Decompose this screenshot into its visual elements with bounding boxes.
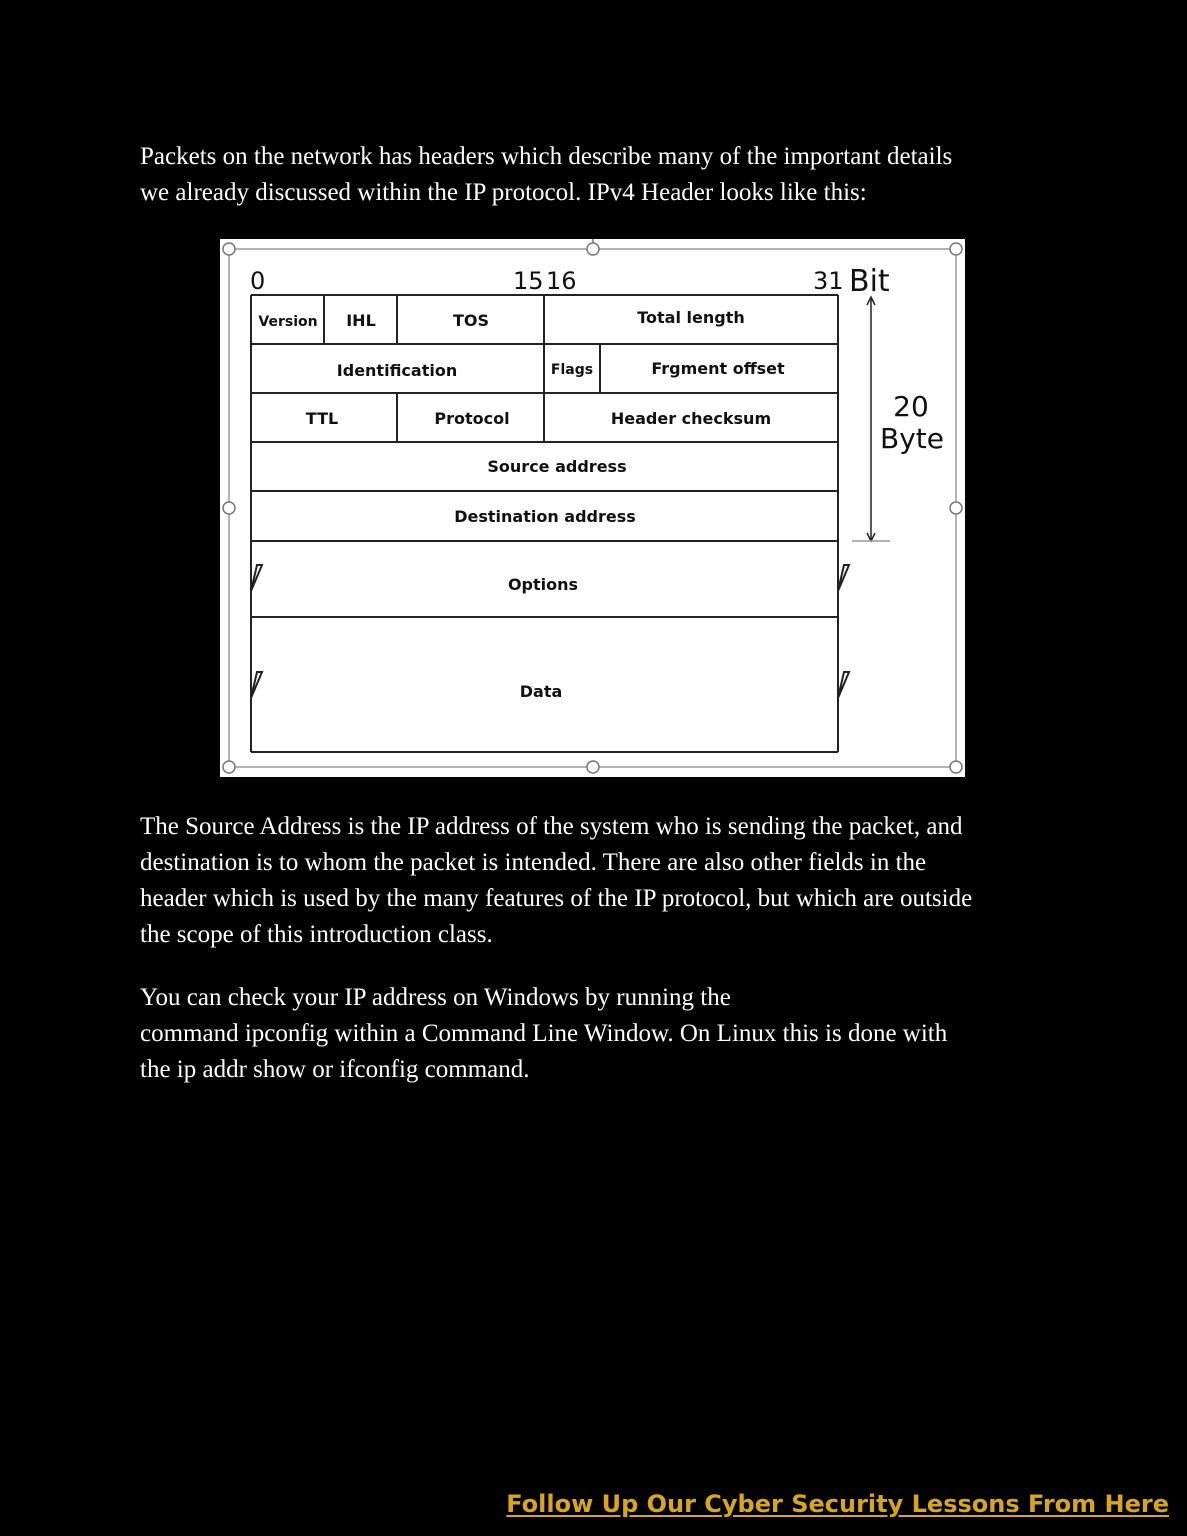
bit-label-start: 0 — [250, 267, 266, 295]
size-value: 20 — [893, 390, 929, 423]
field-fragment-offset: Frgment offset — [651, 359, 785, 378]
resize-handle[interactable] — [587, 243, 599, 255]
bit-label-16: 16 — [546, 267, 577, 295]
field-total-length: Total length — [637, 308, 745, 327]
size-unit: Byte — [880, 422, 944, 455]
resize-handle[interactable] — [223, 761, 235, 773]
text-line: You can check your IP address on Windows by running the — [140, 984, 731, 1011]
check-ip-paragraph — [140, 980, 1060, 1088]
text-line: we already discussed within the IP protocol. IPv4 Header looks like this: — [140, 179, 867, 206]
field-ttl: TTL — [305, 409, 339, 428]
resize-handle[interactable] — [223, 502, 235, 514]
field-header-checksum: Header checksum — [610, 409, 772, 428]
bit-label-unit: Bit — [849, 264, 890, 299]
field-data: Data — [519, 682, 563, 701]
text-line: header which is used by the many features of the IP protocol, but which are outside — [140, 885, 973, 912]
field-protocol: Protocol — [434, 409, 510, 428]
follow-lessons-link[interactable]: Follow Up Our Cyber Security Lessons From Here — [506, 1490, 1169, 1518]
ipv4-header-diagram — [220, 239, 965, 777]
text-line: command ipconfig within a Command Line Window. On Linux this is done with — [140, 1020, 948, 1047]
intro-paragraph — [140, 139, 1060, 211]
resize-handle[interactable] — [223, 243, 235, 255]
field-flags: Flags — [550, 362, 594, 378]
field-ihl: IHL — [346, 311, 376, 330]
text-line: The Source Address is the IP address of the system who is sending the packet, and — [140, 813, 963, 840]
resize-handle[interactable] — [950, 243, 962, 255]
text-line: destination is to whom the packet is intended. There are also other fields in the — [140, 849, 927, 876]
source-address-paragraph — [140, 809, 1060, 953]
size-indicator-arrow — [852, 297, 890, 541]
resize-handle[interactable] — [587, 761, 599, 773]
resize-handle[interactable] — [950, 502, 962, 514]
bit-label-15: 15 — [513, 267, 544, 295]
text-line: the scope of this introduction class. — [140, 921, 493, 948]
text-line: Packets on the network has headers which describe many of the important details — [140, 143, 953, 170]
field-options: Options — [507, 575, 579, 594]
field-tos: TOS — [452, 311, 490, 330]
selection-handles — [223, 239, 962, 773]
text-line: the ip addr show or ifconfig command. — [140, 1056, 530, 1083]
field-identification: Identification — [336, 361, 458, 380]
field-version: Version — [258, 314, 318, 330]
field-destination-address: Destination address — [454, 507, 636, 526]
field-source-address: Source address — [487, 457, 627, 476]
resize-handle[interactable] — [950, 761, 962, 773]
bit-label-31: 31 — [813, 267, 844, 295]
